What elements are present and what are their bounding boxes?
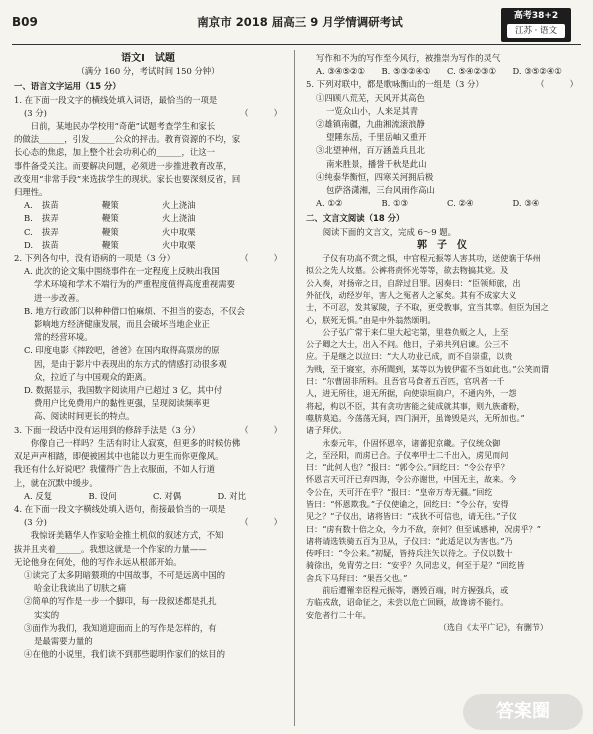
- q5-option: B. ①③: [381, 198, 408, 209]
- essay-line: 曰：“此何人也？”报曰：“郭令公。”回纥曰：“令公存乎？: [306, 462, 509, 473]
- question-4: [14, 503, 282, 661]
- exam-title: 南京市 2018 届高三 9 月学情调研考试: [197, 15, 403, 29]
- essay-line: 永泰元年，仆固怀恩卒，诸蕃犯京畿。子仪统众御: [322, 437, 501, 448]
- q2-option-line: B. 地方行政部门以种种借口怕麻烦、不担当的姿态，不仅会: [24, 305, 245, 316]
- q2-option-line: 因，是由于影片中表现出的东方式的情感打动很多观: [34, 358, 227, 369]
- q4-item-line: ①读完了太多阴暗猥琐的中国故事，不可是远离中国的: [24, 569, 225, 580]
- q4-item-continued: 写作和不为的写作至今风行，被推崇为写作的灵气: [316, 53, 501, 63]
- q2-option-line: 费用户比免费用户的黏性更强，呈现阅读频率更: [34, 398, 210, 409]
- q3-passage-line: 上，就在沉默中缓步。: [14, 477, 98, 488]
- left-column: [14, 52, 282, 661]
- q5-option: C. ②④: [447, 198, 474, 209]
- q1-passage-line: 长心态的焦虑，加上整个社会功利心的______，让这一: [14, 147, 215, 158]
- q2-answer-bracket: （ ）: [240, 253, 282, 264]
- q2-option-line: 学术环境和学术不端行为的严重程度值得高度重视需要: [34, 279, 235, 290]
- page-code: B09: [12, 15, 38, 29]
- essay-line: 骑徐出，免胄劳之曰：“安乎？久同忠义，何至于是？”回纥皆: [306, 560, 525, 571]
- q1-stem: 1. 在下面一段文字的横线处填入词语，最恰当的一项是: [14, 94, 218, 105]
- q5-item-line: ④纯泰华衡恒，四寒关河拥后极: [316, 171, 434, 182]
- q5-item-line: ②雄镇南疆，九曲湘流滚浪静: [316, 119, 425, 130]
- essay-line: 公入奏，对扬帝之日，自辞过目罪。因奏曰：“臣领师旅，出: [306, 277, 521, 288]
- essay-line: 诸将请选铁骑五百为卫从，子仪曰：“此适足以为害也。”乃: [306, 535, 513, 546]
- essay-line: 士，不可忍，发其冢陵，子不取，更受教事，宜当其辜。但臣为国之: [306, 302, 549, 313]
- q3-option: B. 设问: [88, 490, 117, 501]
- watermark-logo: 答案圈: [463, 694, 583, 730]
- q4-options: [306, 65, 578, 78]
- q4-item-line: ②简单的写作是一步一个脚印，每一段叙述都是扎扎: [24, 596, 217, 607]
- q3-option: D. 对比: [217, 490, 246, 501]
- q5-item-line: ③北望神州，百万涵盖兵且北: [316, 145, 425, 156]
- q1-option-b: B. 拔弄 鞭策 火上浇油: [24, 213, 196, 224]
- essay-line: 诸子拜伏。: [306, 425, 347, 436]
- classical-essay: [306, 252, 578, 633]
- question-2: [14, 252, 282, 424]
- q4-item-line: ④在他的小说里，我们读不到那些聪明作家们的炫目的: [24, 649, 225, 660]
- q3-answer-bracket: （ ）: [240, 424, 282, 435]
- column-divider: [294, 50, 295, 726]
- q1-option-d: D. 拔苗 鞭策 火中取栗: [24, 239, 196, 250]
- q2-option-line: A. 此次的论文集中围绕事件在一定程度上反映出我国: [24, 266, 220, 277]
- q5-item-line: ①四顾八荒芜，天风开其高色: [316, 92, 425, 103]
- q4-item-line: 是最需要力量的: [34, 635, 93, 646]
- essay-line: 令公在，天可汗在乎？”报曰：“皇帝万寿无疆。”回纥: [306, 486, 493, 497]
- q5-item-line: 一览众山小，人来足其青: [326, 105, 419, 116]
- q1-answer-bracket: （ ）: [240, 107, 282, 118]
- section-2-note: 阅读下面的文言文，完成 6～9 题。: [322, 226, 457, 237]
- q5-item-line: 包萨洛潇湘，三台风雨作高山: [326, 185, 435, 196]
- q4-stem: 4. 在下面一段文字横线处填入语句，衔接最恰当的一项是: [14, 503, 226, 514]
- essay-line: 怀恩言天可汗已弃四海，令公亦谢世，中国无主，故来。今: [306, 474, 517, 485]
- q2-option-line: 常的经营环境。: [34, 332, 93, 343]
- q2-option-line: 众，拉近了与中国观众的距离。: [34, 371, 152, 382]
- q3-option: C. 对偶: [153, 490, 182, 501]
- q2-stem: 2. 下列各句中，没有语病的一项是（3 分）: [14, 253, 176, 264]
- q3-options: [14, 490, 282, 503]
- essay-line: 前后遭罹幸臣程元振等，谮毁百端，时方握强兵，或: [322, 585, 509, 596]
- logo-bottom: 江苏 · 语文: [507, 24, 565, 38]
- q5-stem: 5. 下列对联中，都是歌咏衡山的一组是（3 分）: [306, 79, 484, 90]
- essay-title: 郭 子 仪: [417, 239, 467, 251]
- q1-option-c: C. 拔弄 鞭策 火中取栗: [24, 226, 196, 237]
- q4-passage-line: 拔并且夹着______。我想这就是一个作家的力量——: [14, 543, 207, 554]
- q5-options: [306, 197, 578, 210]
- q3-stem: 3. 下面一段话中没有运用到的修辞手法是（3 分）: [14, 424, 201, 435]
- essay-line: 见之？”子仪出，诸将皆曰：“戎狄不可信也，请无往。”子仪: [306, 511, 517, 522]
- q2-option-line: 影响地方经济健康发展，而且会破坏当地企业正: [34, 319, 210, 330]
- section-2-heading: 二、文言文阅读（18 分）: [306, 213, 405, 224]
- q4-option: B. ⑤③②④①: [381, 66, 431, 77]
- essay-line: 将起，构以不臣，其有贪功害能之徒成就其事，则九族齑粉，: [306, 400, 525, 411]
- essay-line: 外征伐，动经岁年，害人之冤者人之冢矣。其有不成家大义: [306, 289, 517, 300]
- page-header: [0, 0, 593, 44]
- q1-passage-line: 日前，某地民办学校用“奇葩”试题考查学生和家长: [30, 121, 216, 132]
- q4-option: C. ⑤④②③①: [447, 66, 496, 77]
- header-rule: [12, 44, 581, 45]
- q4-option: D. ③⑤②④①: [512, 66, 562, 77]
- essay-line: 曰：“尔曹固非所料。且吾官马食者五百匹，官巩者一千: [306, 376, 505, 387]
- essay-line: 之，至泾阳，而虏已合。子仪率甲士二千出入，虏见而问: [306, 449, 509, 460]
- q5-option: D. ③④: [512, 198, 540, 209]
- q4-passage-line: 无论他身在何处，他的写作永远从根部开始。: [14, 556, 182, 567]
- essay-source: （选自《太平广记》，有删节）: [438, 621, 548, 632]
- q3-option: A. 反复: [24, 490, 53, 501]
- right-column: [306, 52, 578, 633]
- q4-passage-line: 我惊讶美籍华人作家哈金推土机似的叙述方式，不知: [30, 530, 224, 541]
- essay-line: 为贱，至于寢室，亦所聞到，某等以为彼伊霍不当如此也。”公笑而谓: [306, 363, 549, 374]
- q2-option-line: 进一步改善。: [34, 292, 85, 303]
- q3-passage-line: 我还有什么好说吧？我懂得广告上衣服面，不如人行道: [14, 464, 215, 475]
- essay-line: 传呼曰：“令公来。”初疑，皆持兵注矢以待之。子仪以数十: [306, 548, 513, 559]
- q3-passage-line: 你像自己一样吗？生活有时让人寂寞，但更多的时候仿佛: [30, 437, 241, 448]
- essay-line: 心，朕死无惧。”由是中外翁然颂明。: [306, 314, 436, 325]
- q1-passage-line: 事件备受关注。而要解决问题，必须进一步推进教育改革，: [14, 160, 232, 171]
- paper-note: （满分 160 分，考试时间 150 分钟）: [76, 66, 220, 77]
- q1-passage-line: 归理性。: [14, 187, 48, 198]
- q4-item-line: ③面作为我们，我知道迎面而上的写作是怎样的，有: [24, 622, 217, 633]
- series-logo: [501, 8, 571, 42]
- q5-answer-bracket: （ ）: [536, 79, 578, 90]
- essay-line: 拟公之先人坟墓。公裤将责怀光等等，欲去物搞其党。及: [306, 265, 509, 276]
- logo-top: 高考38+2: [513, 11, 559, 21]
- q1-passage-line: 的做法______，引发______公众的抨击。教育资源的不均，家: [14, 134, 241, 145]
- q4-item-line: 哈金让我读出了切肤之痛: [34, 583, 127, 594]
- q5-option: A. ①②: [316, 198, 343, 209]
- q3-passage-line: 双足声声相踏，即便被困其中也能以力更生而你更像风。: [14, 451, 224, 462]
- q2-option-line: D. 数据显示，我国数字阅读用户已超过 3 亿，其中付: [24, 385, 223, 396]
- q1-score: (3 分): [24, 107, 47, 118]
- essay-line: 皆曰：“怀恩欺我。”子仪使谕之，回纥曰：“令公存，安得: [306, 498, 509, 509]
- essay-line: 人，进无所往，退无所据，向使崇垣扃户，不通内外，一怨: [306, 388, 517, 399]
- question-5: [306, 78, 578, 210]
- essay-line: 公子卿之大士，出入不问。他日，子弟共列启谏。公三不: [306, 339, 509, 350]
- q4-item-line: 实实的: [34, 609, 60, 620]
- essay-line: 应。于是继之以泣曰：“大人功业已成，而不自崇重，以贵: [306, 351, 513, 362]
- q5-item-line: 南来胜景，播誉千秋是此山: [326, 158, 427, 169]
- q4-score: (3 分): [24, 517, 47, 528]
- q2-option-line: 高、阅读时间更长的特点。: [34, 411, 135, 422]
- q4-option: A. ③④⑤②①: [316, 66, 365, 77]
- q1-option-a: A. 拔苗 鞭策 火上浇油: [24, 200, 196, 211]
- paper-title: 语文Ⅰ 试题: [121, 53, 175, 64]
- question-3: [14, 424, 282, 503]
- essay-line: 安危者行二十年。: [306, 609, 371, 620]
- essay-line: 曰：“虏有数十倍之众，今力不敌，奈何？但至诚感神，况虏乎？”: [306, 523, 541, 534]
- essay-line: 舍兵下马拜曰：“果吾父也。”: [306, 572, 408, 583]
- essay-line: 公子弘广常于来仁里大起宅第，里巷负贩之人，上至: [322, 326, 509, 337]
- question-1: [14, 94, 282, 252]
- essay-line: 方临戎敌，诏命征之，未尝以危亡回顾，故谗谤不能行。: [306, 597, 509, 608]
- q2-option-line: C. 印度电影《摔跤吧，爸爸》在国内取得高票房的原: [24, 345, 220, 356]
- essay-line: 噬脐莫追。今荡荡无间，四门洞开，虽谗毁是兴，无所加也。”: [306, 412, 525, 423]
- q5-item-line: 望陲东岳，千里岳岫又重开: [326, 132, 427, 143]
- q1-passage-line: 改变用“非常手段”来选拔学生的现状。家长也要深刻反省，回: [14, 173, 241, 184]
- q4-answer-bracket: （ ）: [240, 517, 282, 528]
- essay-line: 子仪有功高不赏之惧，中官程元振等人害其功，送使谯于华州: [322, 253, 541, 264]
- section-1-heading: 一、语言文字运用（15 分）: [14, 81, 121, 92]
